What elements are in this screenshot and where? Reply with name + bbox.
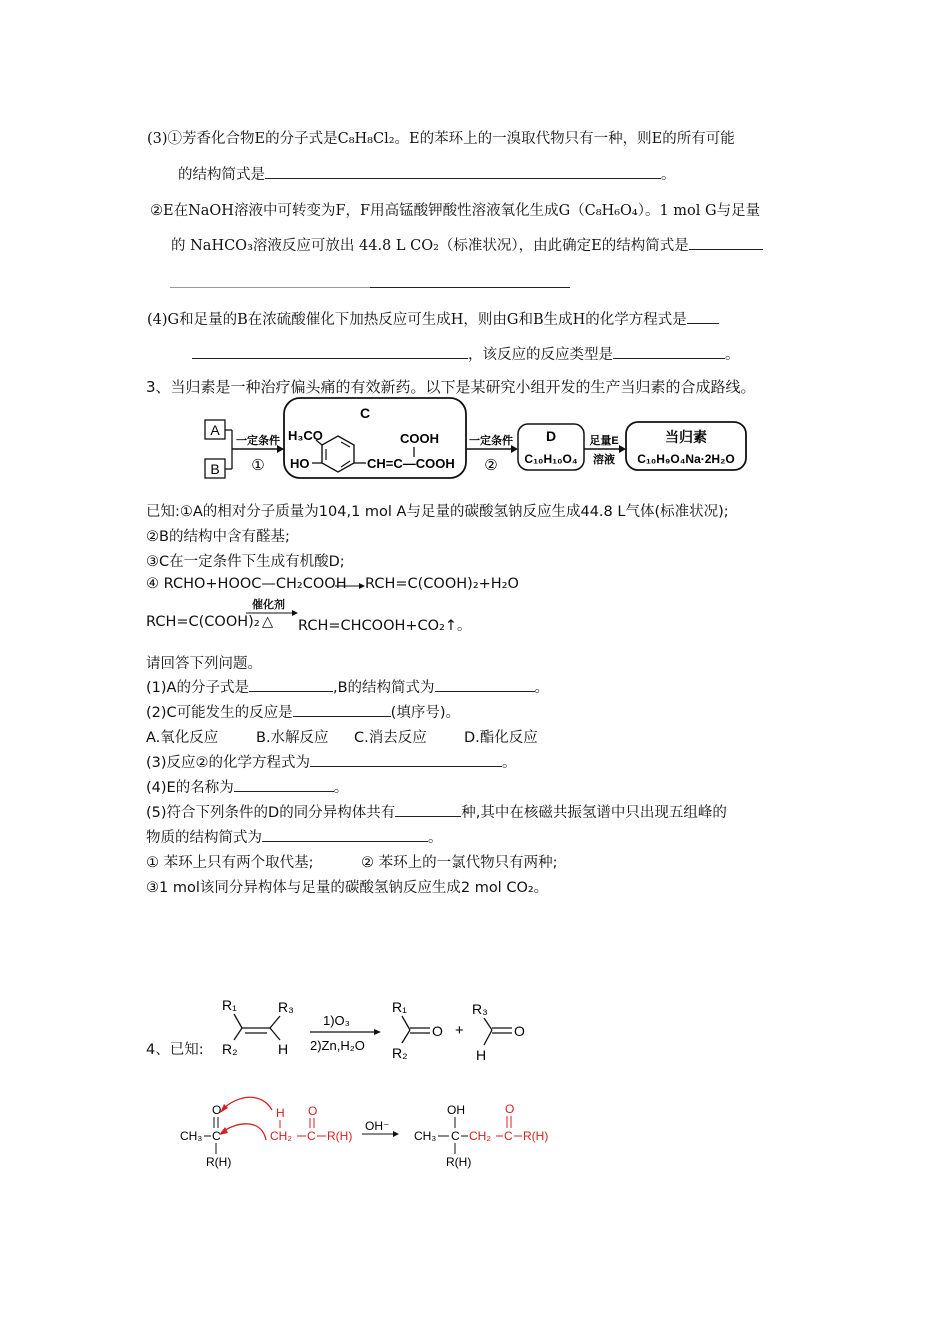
p3-q3-text: (3)反应②的化学方程式为	[146, 755, 311, 771]
aldol-product-rh: R(H)	[446, 1155, 472, 1169]
aldol-o-1: O	[212, 1103, 222, 1117]
p3-q1-a: (1)A的分子式是	[146, 680, 249, 696]
aldol-reagent: OH⁻	[365, 1119, 390, 1133]
p3-q2-text: (2)C可能发生的反应是	[146, 705, 293, 721]
reagent1: 1)O₃	[323, 1013, 350, 1028]
aldol-product-ch3: CH₃	[414, 1129, 437, 1143]
option-c: C.消去反应	[354, 730, 427, 746]
condition-1: ① 苯环上只有两个取代基;	[146, 855, 314, 871]
p3-q5-b: 种,其中在核磁共振氢谱中只出现五组峰的	[461, 805, 727, 821]
cooh-top: COOH	[400, 431, 439, 446]
c-label: C	[359, 405, 371, 421]
d-label: D	[545, 428, 557, 444]
curved-arrow	[222, 1097, 272, 1110]
q4-line1-text: (4)G和足量的B在浓硫酸催化下加热反应可生成H，则由G和B生成H的化学方程式是	[147, 312, 687, 328]
r3: R₃	[278, 999, 294, 1015]
known-5-left: RCH=C(COOH)₂	[146, 614, 260, 630]
aldol-o-2: O	[308, 1104, 318, 1118]
known-5-right: RCH=CHCOOH+CO₂↑。	[298, 618, 472, 634]
cond1: 一定条件	[236, 435, 280, 447]
known-3: ③C在一定条件下生成有机酸D;	[146, 554, 345, 570]
box-b-label: B	[210, 461, 220, 477]
p2-r3: R₃	[472, 1001, 488, 1017]
p1-o: O	[432, 1023, 443, 1039]
q3-line1: (3)①芳香化合物E的分子式是C₈H₈Cl₂。E的苯环上的一溴取代物只有一种，则E的所有可能	[147, 131, 735, 147]
aldol-ch3: CH₃	[180, 1129, 203, 1143]
aldol-rh-1: R(H)	[206, 1155, 232, 1169]
p2-o: O	[514, 1023, 525, 1039]
q4-line2-mid: ，该反应的反应类型是	[468, 347, 613, 363]
option-b: B.水解反应	[256, 730, 329, 746]
p3-q5-c: 物质的结构简式为	[146, 830, 262, 846]
r2: R₂	[222, 1041, 238, 1057]
aldol-product-c: C	[451, 1129, 460, 1143]
product-formula: C₁₀H₉O₄Na·2H₂O	[637, 452, 735, 466]
condition-2: ② 苯环上的一氯代物只有两种;	[361, 855, 558, 871]
known-2: ②B的结构中含有醛基;	[146, 529, 290, 545]
p1-r1: R₁	[392, 999, 407, 1015]
aldol-product-o: O	[505, 1102, 515, 1116]
r1: R₁	[222, 997, 237, 1013]
option-d: D.酯化反应	[464, 730, 538, 746]
p3-q1-b: ,B的结构简式为	[332, 680, 435, 696]
aldol-product-rh2: R(H)	[523, 1129, 549, 1143]
problem4-label: 4、已知:	[146, 1042, 204, 1058]
plus-sign: +	[455, 1022, 464, 1039]
aldol-c-1: C	[212, 1129, 221, 1143]
q3-line2-suffix: 。	[661, 167, 676, 183]
answer-prompt: 请回答下列问题。	[146, 656, 262, 672]
known-4-left: ④ RCHO+HOOC—CH₂COOH	[146, 576, 347, 592]
step1: ①	[251, 457, 265, 474]
reagent2: 2)Zn,H₂O	[310, 1038, 365, 1053]
ch-chain: CH=C—COOH	[367, 456, 455, 471]
p2-h: H	[476, 1047, 487, 1063]
d-formula: C₁₀H₁₀O₄	[524, 452, 578, 466]
aldol-ch2: CH₂	[270, 1129, 292, 1143]
aldol-product-c2: C	[504, 1129, 513, 1143]
aldol-h: H	[276, 1106, 285, 1120]
q4-line2-suffix: 。	[725, 347, 740, 363]
p3-q5-a: (5)符合下列条件的D的同分异构体共有	[146, 805, 396, 821]
q3-line3: ②E在NaOH溶液中可转变为F，F用高锰酸钾酸性溶液氧化生成G（C₈H₆O₄）。1 mol G与足量	[150, 203, 761, 219]
step2: ②	[484, 457, 498, 474]
problem3-intro: 3、当归素是一种治疗偏头痛的有效新药。以下是某研究小组开发的生产当归素的合成路线。	[146, 378, 756, 396]
h-atom: H	[278, 1041, 289, 1057]
aldol-oh: OH	[447, 1103, 465, 1117]
aldol-c-2: C	[307, 1129, 316, 1143]
catalyst-label: 催化剂	[252, 598, 285, 611]
cond3-top: 足量E	[589, 435, 619, 447]
box-a-label: A	[210, 422, 220, 438]
p3-q3-end: 。	[502, 755, 517, 771]
p3-q5-end: 。	[428, 830, 443, 846]
p3-q2-end: (填序号)。	[390, 705, 460, 721]
aldol-arrow-head	[393, 1131, 399, 1137]
known-1: 已知:①A的相对分子质量为104,1 mol A与足量的碳酸氢钠反应生成44.8 L气体(标准状况);	[146, 504, 729, 520]
cond2: 一定条件	[469, 435, 513, 447]
h3co-group: H₃CO	[288, 428, 323, 443]
option-a: A.氧化反应	[146, 730, 219, 746]
known-4-right: RCH=C(COOH)₂+H₂O	[365, 576, 519, 592]
p3-q1-end: 。	[534, 680, 550, 696]
ho-group: HO	[290, 456, 310, 471]
p3-q4-text: (4)E的名称为	[146, 780, 234, 796]
p3-cond-line2: ③1 mol该同分异构体与足量的碳酸氢钠反应生成2 mol CO₂。	[146, 880, 549, 896]
q3-line2-prefix: 的结构简式是	[178, 167, 265, 183]
p1-r2: R₂	[392, 1045, 408, 1061]
q3-line4-text: 的 NaHCO₃溶液反应可放出 44.8 L CO₂（标准状况），由此确定E的结构简式是	[171, 238, 689, 254]
curved-arrow	[222, 1124, 266, 1140]
aldol-product-ch2: CH₂	[469, 1129, 491, 1143]
cond3-bottom: 溶液	[593, 454, 615, 466]
heat-symbol: △	[262, 614, 274, 630]
product-name: 当归素	[665, 429, 707, 445]
p3-q4-end: 。	[333, 780, 349, 796]
aldol-rh-2: R(H)	[327, 1129, 353, 1143]
